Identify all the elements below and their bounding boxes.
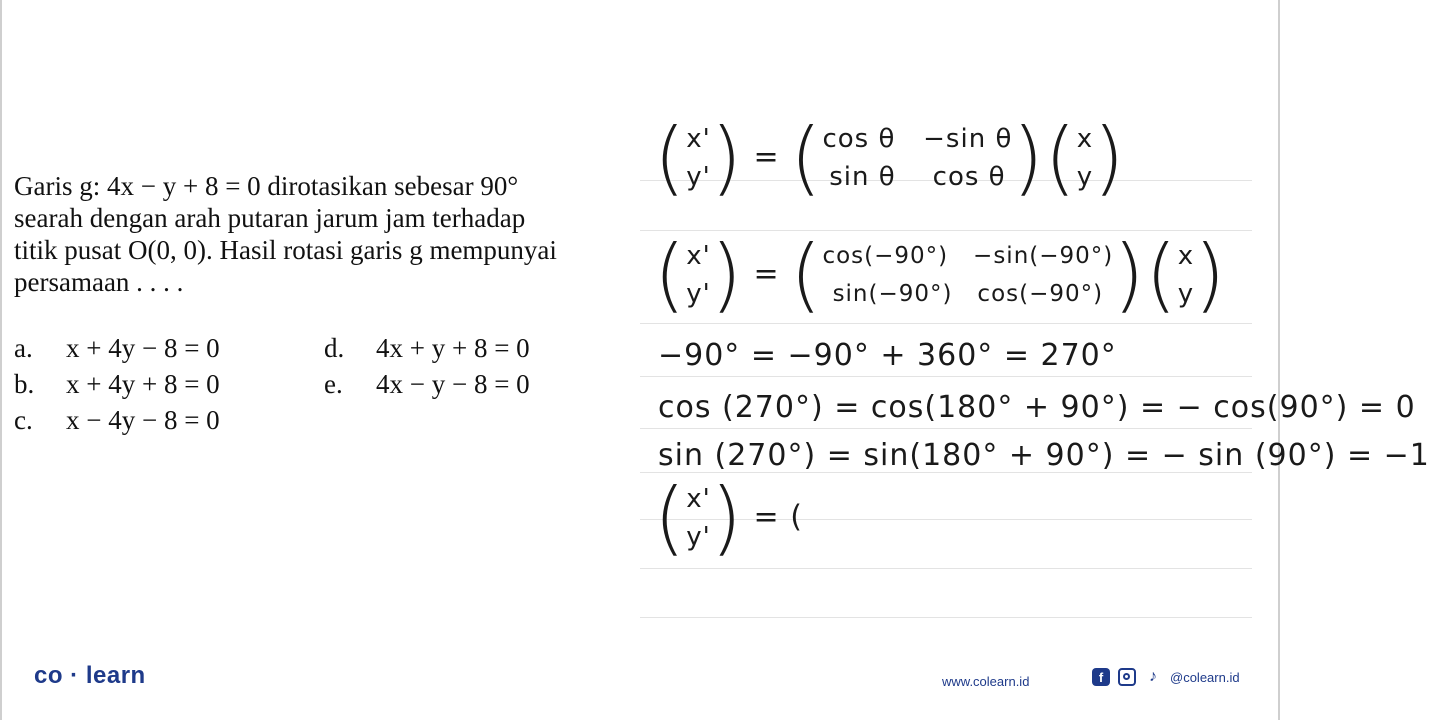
choice-b [14, 366, 220, 402]
choice-text: x + 4y + 8 = 0 [66, 369, 220, 399]
paren-close: ) [1113, 228, 1146, 321]
result-equation [654, 471, 803, 564]
choice-letter: a. [14, 333, 33, 363]
matrix-row-2: sin(−90°) cos(−90°) [832, 281, 1104, 307]
lhs-x-prime: x' [686, 241, 711, 271]
choice-letter: e. [324, 369, 343, 399]
tiktok-icon[interactable]: ♪ [1149, 668, 1157, 685]
problem-statement [14, 170, 626, 298]
instagram-icon[interactable] [1118, 668, 1136, 686]
social-links [1092, 668, 1240, 686]
facebook-icon[interactable]: f [1092, 668, 1110, 686]
vec-x: x [1076, 124, 1094, 154]
social-handle[interactable]: @colearn.id [1170, 669, 1240, 685]
choice-d [324, 330, 530, 366]
rhs-partial: = ( [753, 499, 803, 535]
lhs-y-prime: y' [686, 279, 711, 309]
problem-line-1: Garis g: 4x − y + 8 = 0 dirotasikan sebesar 90° [14, 171, 519, 201]
problem-line-4: persamaan . . . . [14, 267, 184, 297]
paren-open: ( [1044, 111, 1077, 204]
logo-separator: · [63, 662, 86, 689]
choice-c [14, 402, 220, 438]
matrix-row-2: sin θ cos θ [829, 162, 1006, 192]
logo-part-co: co [34, 662, 64, 689]
cos-270-derivation: cos (270°) = cos(180° + 90°) = − cos(90°) = 0 [658, 390, 1416, 425]
paren-close: ) [1012, 111, 1045, 204]
paren-open: ( [1145, 228, 1178, 321]
lhs-y-prime: y' [686, 162, 711, 192]
lhs-vector [686, 120, 711, 196]
lhs-y-prime: y' [686, 522, 711, 552]
paren-open: ( [654, 228, 687, 321]
rotation-matrix-substituted [654, 228, 1227, 321]
choice-a [14, 330, 220, 366]
paren-open: ( [790, 228, 823, 321]
paren-open: ( [790, 111, 823, 204]
choice-e [324, 366, 530, 402]
xy-vector [1178, 237, 1194, 313]
paren-close: ) [1194, 228, 1227, 321]
equals-sign: = [753, 139, 780, 175]
problem-line-3: titik pusat O(0, 0). Hasil rotasi garis g mempunyai [14, 235, 557, 265]
choice-letter: c. [14, 405, 33, 435]
choice-letter: d. [324, 333, 345, 363]
sin-270-derivation: sin (270°) = sin(180° + 90°) = − sin (90°) = −1 [658, 438, 1430, 473]
paren-close: ) [710, 111, 743, 204]
paren-open: ( [654, 471, 687, 564]
vec-y: y [1076, 162, 1094, 192]
rotation-matrix [822, 237, 1113, 313]
choice-text: x + 4y − 8 = 0 [66, 333, 220, 363]
website-url[interactable]: www.colearn.id [942, 674, 1030, 689]
choice-text: 4x − y − 8 = 0 [376, 369, 530, 399]
problem-line-2: searah dengan arah putaran jarum jam terhadap [14, 203, 526, 233]
lhs-vector [686, 480, 711, 556]
paren-close: ) [1093, 111, 1126, 204]
logo-part-learn: learn [85, 662, 146, 689]
frame-border-left [0, 0, 2, 720]
equals-sign: = [753, 256, 780, 292]
vec-y: y [1177, 279, 1195, 309]
vec-x: x [1177, 241, 1195, 271]
rotation-matrix-general [654, 111, 1126, 204]
choice-text: 4x + y + 8 = 0 [376, 333, 530, 363]
paren-close: ) [710, 228, 743, 321]
lhs-vector [686, 237, 711, 313]
paren-close: ) [710, 471, 743, 564]
lhs-x-prime: x' [686, 124, 711, 154]
choice-text: x − 4y − 8 = 0 [66, 405, 220, 435]
handwritten-solution [640, 0, 1430, 720]
matrix-row-1: cos(−90°) −sin(−90°) [822, 243, 1114, 269]
lhs-x-prime: x' [686, 484, 711, 514]
matrix-row-1: cos θ −sin θ [822, 124, 1013, 154]
paren-open: ( [654, 111, 687, 204]
colearn-logo [34, 662, 146, 690]
rotation-matrix [822, 120, 1012, 196]
choice-letter: b. [14, 369, 35, 399]
angle-conversion: −90° = −90° + 360° = 270° [658, 338, 1117, 373]
xy-vector [1077, 120, 1093, 196]
